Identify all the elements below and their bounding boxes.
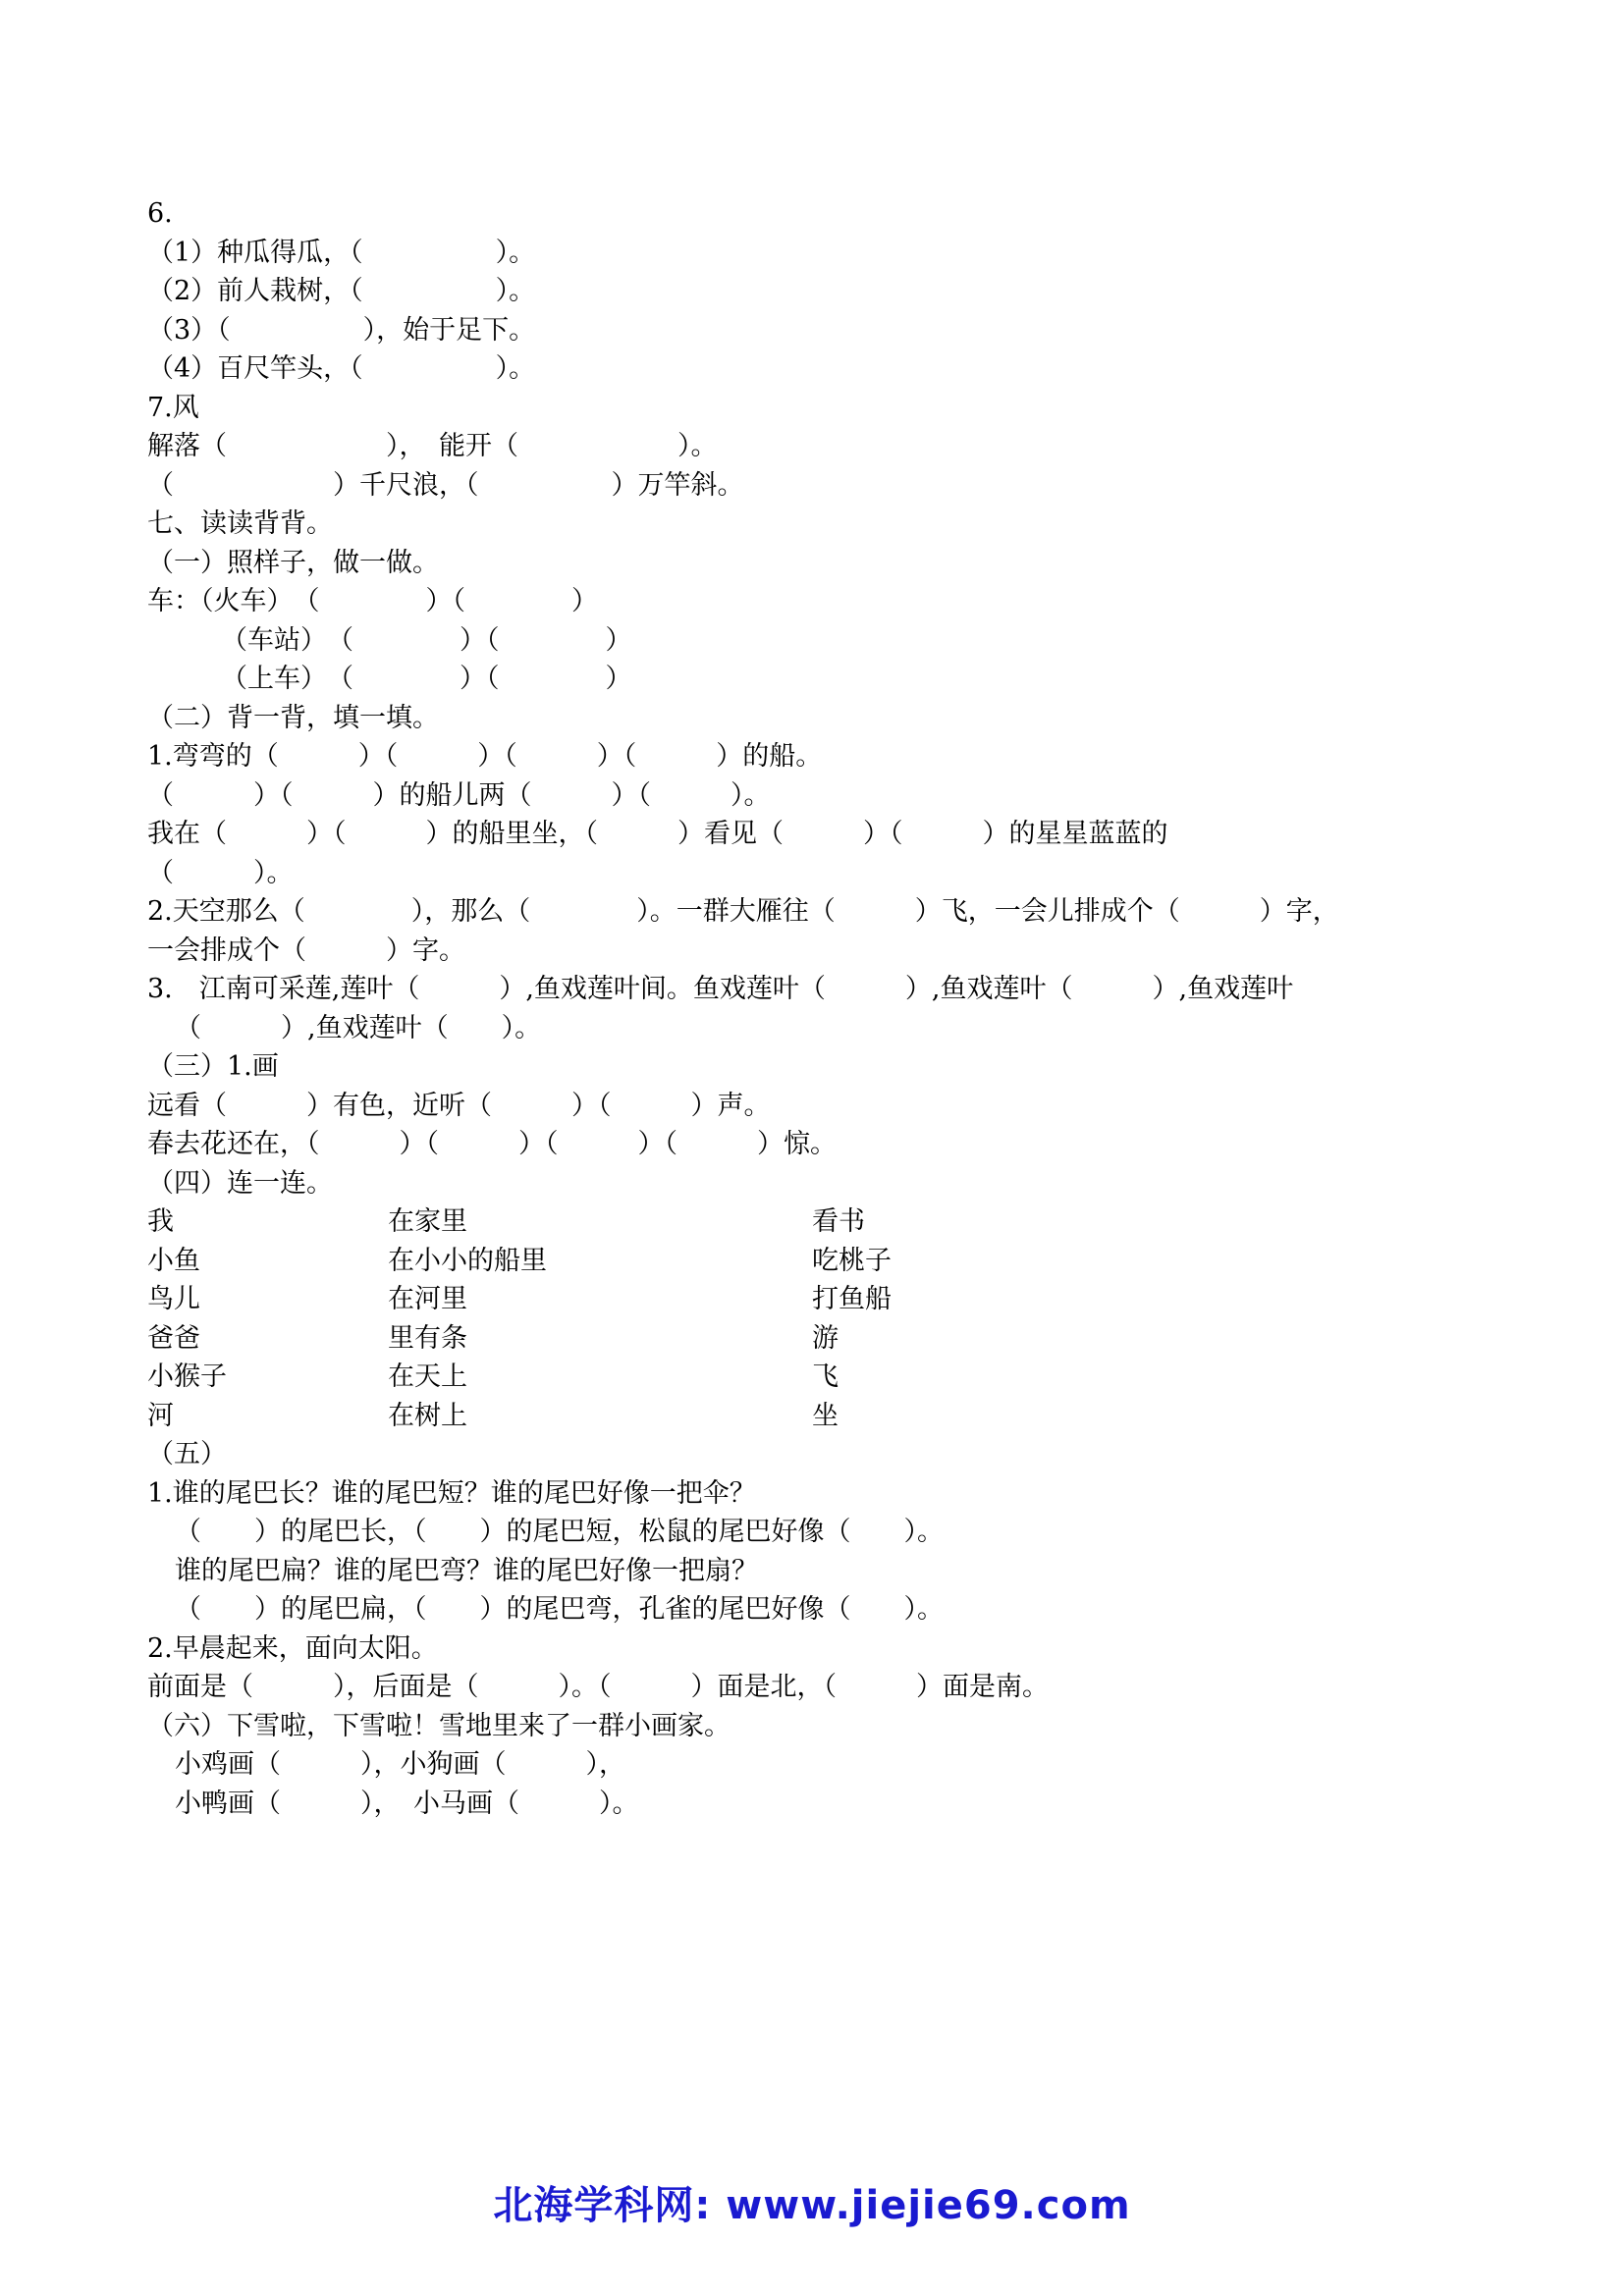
text-line: （上车） （ ）（ ）: [221, 664, 632, 694]
matching-table: [147, 1202, 1502, 1435]
matching-row: [147, 1280, 1502, 1319]
worksheet: [147, 194, 1502, 1823]
text-line: （1）种瓜得瓜，（ ）。: [147, 237, 536, 268]
text-line: （2）前人栽树，（ ）。: [147, 276, 536, 306]
text-line: 3. 江南可采莲,莲叶（ ）,鱼戏莲叶间。鱼戏莲叶（ ）,鱼戏莲叶（ ）,鱼戏莲叶: [147, 974, 1294, 1004]
text-line: （一）照样子，做一做。: [147, 547, 439, 578]
text-line: （二）背一背，填一填。: [147, 702, 439, 733]
matching-cell: 鸟儿: [147, 1284, 200, 1314]
matching-cell: 小猴子: [147, 1362, 227, 1392]
text-line: （ ）,鱼戏莲叶（ ）。: [175, 1012, 542, 1043]
text-line: （4）百尺竿头，（ ）。: [147, 353, 536, 384]
matching-cell: 在天上: [388, 1362, 467, 1392]
site-watermark: 北海学科网: www.jiejie69.com: [493, 2183, 1131, 2228]
text-line: 1.谁的尾巴长？谁的尾巴短？谁的尾巴好像一把伞？: [147, 1477, 756, 1509]
text-line: 远看（ ）有色，近听（ ）（ ）声。: [147, 1090, 771, 1121]
matching-cell: 在树上: [388, 1400, 467, 1431]
text-line: （五）: [147, 1439, 227, 1469]
matching-cell: 爸爸: [147, 1322, 200, 1354]
text-line: 6.: [147, 198, 173, 229]
matching-cell: 坐: [812, 1400, 839, 1431]
matching-cell: 游: [812, 1322, 839, 1354]
matching-cell: 小鱼: [147, 1245, 200, 1276]
matching-cell: 我: [147, 1206, 174, 1237]
text-line: （四）连一连。: [147, 1167, 333, 1199]
text-line: （ ）的尾巴扁，（ ）的尾巴弯，孔雀的尾巴好像（ ）。: [175, 1594, 944, 1625]
exercise-lines-top: [147, 194, 1502, 1202]
matching-cell: 在家里: [388, 1206, 467, 1237]
text-line: （ ）（ ）的船儿两（ ）（ ）。: [147, 779, 771, 811]
text-line: 春去花还在，（ ）（ ）（ ）（ ）惊。: [147, 1129, 837, 1159]
text-line: （六）下雪啦，下雪啦！雪地里来了一群小画家。: [147, 1710, 731, 1741]
text-line: （ ）。: [147, 857, 294, 888]
text-line: 7.风: [147, 392, 199, 423]
text-line: 小鸡画（ ），小狗画（ ），: [175, 1749, 625, 1780]
matching-cell: 飞: [812, 1362, 839, 1392]
matching-cell: 里有条: [388, 1322, 467, 1354]
text-line: （三）1.画: [147, 1051, 279, 1082]
exercise-lines-bottom: [147, 1435, 1502, 1823]
text-line: 谁的尾巴扁？谁的尾巴弯？谁的尾巴好像一把扇？: [175, 1555, 758, 1586]
text-line: 2.早晨起来，面向太阳。: [147, 1632, 438, 1664]
matching-cell: 吃桃子: [812, 1245, 892, 1276]
text-line: （3）（ ），始于足下。: [147, 314, 536, 346]
matching-row: [147, 1397, 1502, 1436]
matching-cell: 打鱼船: [812, 1284, 892, 1314]
text-line: （车站） （ ）（ ）: [221, 624, 632, 656]
text-line: 前面是（ ），后面是（ ）。（ ）面是北，（ ）面是南。: [147, 1672, 1049, 1702]
text-line: 1.弯弯的（ ）（ ）（ ）（ ）的船。: [147, 741, 823, 772]
text-line: 2.天空那么（ ），那么（ ）。一群大雁往（ ）飞，一会儿排成个（ ）字，: [147, 896, 1339, 927]
matching-row: [147, 1202, 1502, 1242]
matching-cell: 在小小的船里: [388, 1245, 547, 1276]
text-line: （ ）千尺浪，（ ）万竿斜。: [147, 469, 744, 501]
matching-row: [147, 1358, 1502, 1397]
text-line: （ ）的尾巴长，（ ）的尾巴短，松鼠的尾巴好像（ ）。: [175, 1517, 944, 1547]
matching-row: [147, 1319, 1502, 1359]
text-line: 七、读读背背。: [147, 508, 333, 539]
text-line: 解落（ ）， 能开（ ）。: [147, 431, 718, 461]
matching-row: [147, 1242, 1502, 1281]
text-line: 我在（ ）（ ）的船里坐，（ ）看见（ ）（ ）的星星蓝蓝的: [147, 819, 1168, 849]
matching-cell: 在河里: [388, 1284, 467, 1314]
matching-cell: 河: [147, 1400, 174, 1431]
text-line: 车：（火车） （ ）（ ）: [147, 586, 598, 616]
matching-cell: 看书: [812, 1206, 865, 1237]
text-line: 一会排成个（ ）字。: [147, 934, 465, 966]
text-line: 小鸭画（ ）， 小马画（ ）。: [175, 1788, 639, 1819]
